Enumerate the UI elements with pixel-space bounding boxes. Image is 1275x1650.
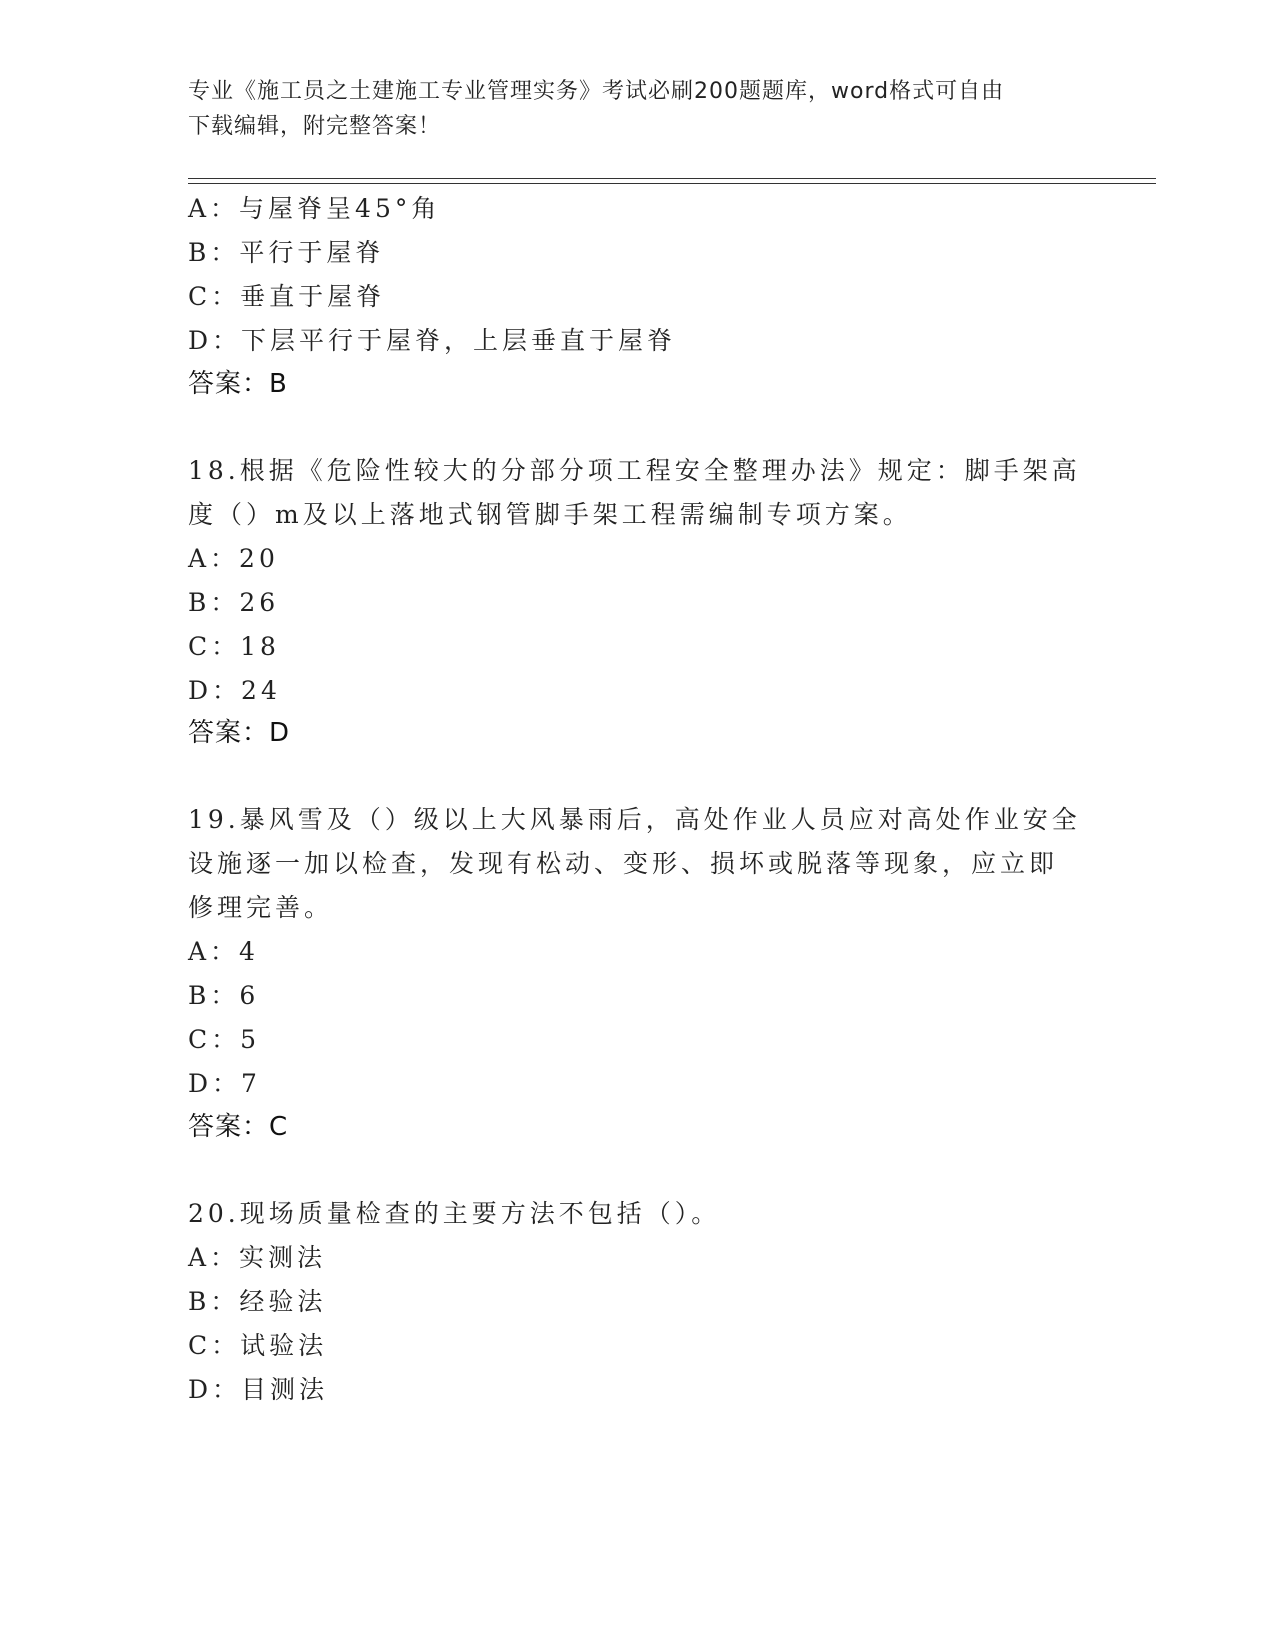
q20-option-b: B：经验法 xyxy=(188,1287,327,1316)
q18-answer: 答案：D xyxy=(188,718,291,748)
q18-stem-line-1: 18.根据《危险性较大的分部分项工程安全整理办法》规定：脚手架高 xyxy=(188,456,1081,485)
q18-option-b: B：26 xyxy=(188,588,280,617)
q17-answer: 答案：B xyxy=(188,369,288,399)
q19-stem-line-1: 19.暴风雪及（）级以上大风暴雨后，高处作业人员应对高处作业安全 xyxy=(188,805,1081,834)
q19-option-d: D：7 xyxy=(188,1069,261,1098)
q18-option-c: C：18 xyxy=(188,632,280,661)
q17-option-d: D：下层平行于屋脊，上层垂直于屋脊 xyxy=(188,326,677,355)
q18-option-d: D：24 xyxy=(188,676,281,705)
document-header xyxy=(188,74,1088,144)
q17-option-c: C：垂直于屋脊 xyxy=(188,282,386,311)
q19-option-b: B：6 xyxy=(188,981,260,1010)
q18-stem-line-2: 度（）m及以上落地式钢管脚手架工程需编制专项方案。 xyxy=(188,500,912,529)
q20-option-d: D：目测法 xyxy=(188,1375,329,1404)
q19-stem-line-3: 修理完善。 xyxy=(188,893,334,922)
q17-option-b: B：平行于屋脊 xyxy=(188,238,385,267)
q20-stem-line-1: 20.现场质量检查的主要方法不包括（）。 xyxy=(188,1199,721,1228)
q20-option-a: A：实测法 xyxy=(188,1243,327,1272)
q20-option-c: C：试验法 xyxy=(188,1331,328,1360)
header-line-1: 专业《施工员之土建施工专业管理实务》考试必刷200题题库，word格式可自由 xyxy=(188,79,1005,104)
header-divider-bottom xyxy=(188,183,1156,184)
q19-stem-line-2: 设施逐一加以检查，发现有松动、变形、损坏或脱落等现象，应立即 xyxy=(188,849,1059,878)
header-divider-top xyxy=(188,178,1156,179)
q19-answer: 答案：C xyxy=(188,1112,289,1142)
q19-option-a: A：4 xyxy=(188,937,259,966)
header-line-2: 下载编辑，附完整答案！ xyxy=(188,114,442,139)
q19-option-c: C：5 xyxy=(188,1025,261,1054)
q18-option-a: A：20 xyxy=(188,544,279,573)
q17-option-a: A：与屋脊呈45°角 xyxy=(188,194,441,223)
